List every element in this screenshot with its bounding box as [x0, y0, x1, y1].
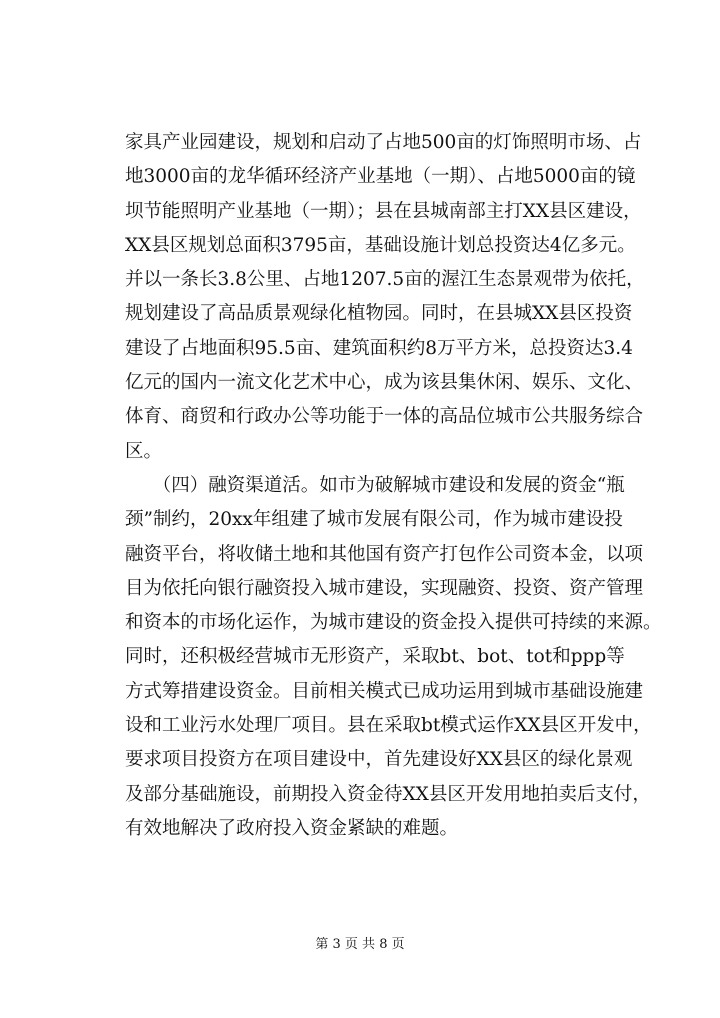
- text-line: 并以一条长3.8公里、占地1207.5亩的渥江生态景观带为依托，: [125, 269, 645, 291]
- text-line: 融资平台，将收储土地和其他国有资产打包作公司资本金，以项: [125, 543, 644, 565]
- text-line: 目为依托向银行融资投入城市建设，实现融资、投资、资产管理: [125, 577, 644, 599]
- text-line: 及部分基础施设，前期投入资金待XX县区开发用地拍卖后支付，: [125, 783, 651, 805]
- text-line: 地3000亩的龙华循环经济产业基地（一期）、占地5000亩的镜: [125, 166, 636, 188]
- page-number-footer: 第 3 页 共 8 页: [315, 937, 405, 952]
- text-line: 规划建设了高品质景观绿化植物园。同时，在县城XX县区投资: [125, 303, 633, 325]
- text-line: 建设了占地面积95.5亩、建筑面积约8万平方米，总投资达3.4: [125, 337, 633, 359]
- text-line: 方式筹措建设资金。目前相关模式已成功运用到城市基础设施建: [125, 680, 644, 702]
- text-line: 体育、商贸和行政办公等功能于一体的高品位城市公共服务综合: [125, 406, 644, 428]
- text-line: 颈”制约，20xx年组建了城市发展有限公司，作为城市建设投: [125, 509, 623, 531]
- text-line: 要求项目投资方在项目建设中，首先建设好XX县区的绿化景观: [125, 749, 633, 771]
- text-line: 设和工业污水处理厂项目。县在采取bt模式运作XX县区开发中，: [125, 715, 652, 737]
- text-line: 和资本的市场化运作，为城市建设的资金投入提供可持续的来源。: [125, 612, 662, 634]
- text-line: 同时，还积极经营城市无形资产，采取bt、bot、tot和ppp等: [125, 646, 625, 668]
- text-line: 亿元的国内一流文化艺术中心，成为该县集休闲、娱乐、文化、: [125, 372, 644, 394]
- text-line: 区。: [125, 440, 163, 462]
- text-line: 家具产业园建设，规划和启动了占地500亩的灯饰照明市场、占: [125, 132, 642, 153]
- body-text: [125, 126, 662, 846]
- paragraph-heading-line: （四）融资渠道活。如市为破解城市建设和发展的资金“瓶: [125, 474, 625, 496]
- text-line: XX县区规划总面积3795亩，基础设施计划总投资达4亿多元。: [125, 234, 636, 256]
- text-line: 有效地解决了政府投入资金紧缺的难题。: [125, 817, 459, 839]
- text-line: 坝节能照明产业基地（一期）；县在县城南部主打XX县区建设，: [125, 200, 642, 222]
